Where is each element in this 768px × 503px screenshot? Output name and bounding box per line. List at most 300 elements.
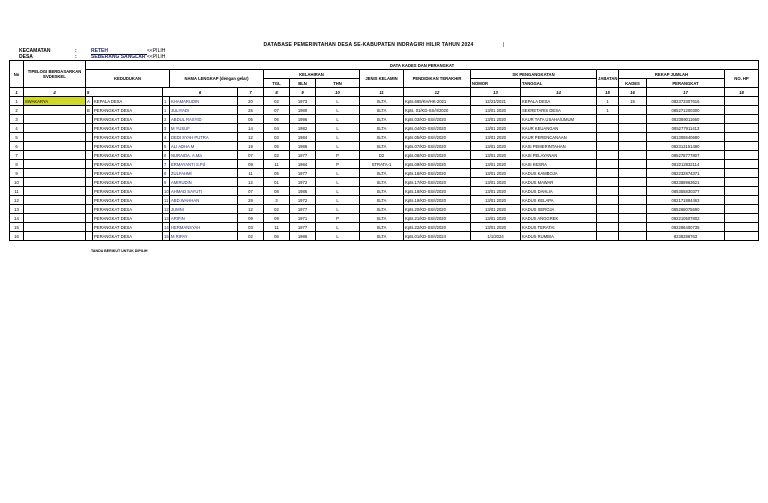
bln-cell[interactable]: 08 (264, 187, 290, 196)
nama-cell[interactable]: KHAMARUDIN (170, 97, 238, 106)
thn-cell[interactable]: 1986 (290, 232, 316, 241)
kode-cell (86, 214, 93, 223)
jenis-kelamin-cell[interactable]: P (316, 160, 360, 169)
thn-cell[interactable]: 1971 (290, 214, 316, 223)
tgl-cell[interactable]: 19 (238, 142, 264, 151)
jenis-kelamin-cell[interactable]: L (316, 133, 360, 142)
tipologi-cell[interactable] (24, 160, 86, 169)
tgl-cell[interactable]: 03 (238, 223, 264, 232)
jenis-kelamin-cell[interactable]: P (316, 151, 360, 160)
kedudukan-cell[interactable]: PERANGKAT DESA (93, 124, 163, 133)
bln-cell[interactable]: 11 (264, 160, 290, 169)
thn-cell[interactable]: 1980 (290, 106, 316, 115)
tipologi-cell[interactable] (24, 223, 86, 232)
ket-cell[interactable] (725, 232, 759, 241)
kode-cell (86, 232, 93, 241)
desa-select[interactable]: SEBERANG SANGLAR (91, 54, 146, 60)
pendidikan-cell[interactable]: SLTA (360, 124, 404, 133)
col-number: 13 (471, 88, 521, 97)
sk-nomor-cell[interactable]: Kpts.07/KD-SS/I/2020 (404, 142, 471, 151)
sk-tanggal-cell[interactable]: 13/01 2020 (471, 133, 521, 142)
hp-cell[interactable]: 082210507802 (647, 214, 725, 223)
pendidikan-cell[interactable]: SLTA (360, 97, 404, 106)
nama-cell[interactable]: JULIYADI (170, 106, 238, 115)
col-number: 18 (725, 88, 759, 97)
thn-cell[interactable]: 1977 (290, 205, 316, 214)
ket-cell[interactable] (725, 223, 759, 232)
thn-cell[interactable]: 1984 (290, 160, 316, 169)
ket-cell[interactable] (725, 142, 759, 151)
jenis-kelamin-cell[interactable]: L (316, 232, 360, 241)
header-perangkat: PERANGKAT (647, 79, 725, 88)
rekap-perangkat-cell: 15 (619, 97, 647, 106)
sk-nomor-cell[interactable]: Kpts.19/KD-SS/I/2020 (404, 196, 471, 205)
kedudukan-cell[interactable]: PERANGKAT DESA (93, 133, 163, 142)
bln-cell[interactable]: 06 (264, 232, 290, 241)
nama-cell[interactable]: ABD.WAHHAN (170, 196, 238, 205)
ket-cell[interactable] (725, 133, 759, 142)
sk-tanggal-cell[interactable]: 13/01 2020 (471, 115, 521, 124)
ket-cell[interactable] (725, 169, 759, 178)
kecamatan-label: KECAMATAN (19, 48, 51, 54)
nama-index-cell: 1 (163, 106, 170, 115)
row-number: 11 (10, 187, 24, 196)
row-number: 7 (10, 151, 24, 160)
jenis-kelamin-cell[interactable]: P (316, 214, 360, 223)
table-row (10, 151, 759, 160)
kode-cell (86, 223, 93, 232)
hp-cell[interactable]: 082232874371 (647, 169, 725, 178)
kedudukan-cell[interactable]: PERANGKAT DESA (93, 142, 163, 151)
kode-cell (86, 196, 93, 205)
col-number: 11 (360, 88, 404, 97)
jabatan-cell[interactable]: KAUR TATA USAHA/UMUM (521, 115, 597, 124)
sk-tanggal-cell[interactable]: 13/01 2020 (471, 124, 521, 133)
sk-tanggal-cell[interactable]: 13/01 2020 (471, 196, 521, 205)
pendidikan-cell[interactable]: SLTA (360, 178, 404, 187)
jenis-kelamin-cell[interactable]: L (316, 223, 360, 232)
sk-tanggal-cell[interactable]: 13/01 2020 (471, 178, 521, 187)
tipologi-cell[interactable] (24, 169, 86, 178)
kades-perangkat-table (9, 60, 759, 241)
sk-nomor-cell[interactable]: Kpts.16/KD-SS/I/2020 (404, 169, 471, 178)
sk-tanggal-cell[interactable]: 13/01 2020 (471, 142, 521, 151)
hp-cell[interactable]: 082373307616 (647, 97, 725, 106)
sk-tanggal-cell[interactable]: 13/01 2020 (471, 223, 521, 232)
table-row (10, 169, 759, 178)
kecamatan-pilih-hint: <<PILIH (147, 48, 166, 54)
kedudukan-cell[interactable]: PERANGKAT DESA (93, 115, 163, 124)
sk-nomor-cell[interactable]: Kpts.20/KD-SS/I/2020 (404, 205, 471, 214)
tgl-cell[interactable]: 05 (238, 115, 264, 124)
thn-cell[interactable]: 1977 (290, 151, 316, 160)
ket-cell[interactable] (725, 106, 759, 115)
jabatan-cell[interactable]: KASI PEMERINTAHAN (521, 142, 597, 151)
thn-cell[interactable]: 1986 (290, 142, 316, 151)
header-rekap: REKAP JUMLAH (619, 70, 725, 79)
bln-cell[interactable]: 05 (264, 169, 290, 178)
jabatan-cell[interactable]: KASI PELAYANAN (521, 151, 597, 160)
kedudukan-cell[interactable]: PERANGKAT DESA (93, 214, 163, 223)
tipologi-cell[interactable] (24, 133, 86, 142)
document-title-text: DATABASE PEMERINTAHAN DESA SE-KABUPATEN INDRAGIRI HILIR TAHUN 2024 (263, 42, 474, 48)
tgl-cell[interactable]: 29 (238, 196, 264, 205)
nama-index-cell: 9 (163, 178, 170, 187)
jenis-kelamin-cell[interactable]: L (316, 115, 360, 124)
ket-cell[interactable] (725, 160, 759, 169)
rekap-kades-cell (597, 178, 619, 187)
nama-cell[interactable]: ALI ADHA M (170, 142, 238, 151)
jabatan-cell[interactable]: KADUS RUMBIA (521, 232, 597, 241)
sk-tanggal-cell[interactable]: 13/01 2020 (471, 214, 521, 223)
header-bln: BLN (290, 79, 316, 88)
select-note: TANDA BERIKUT UNTUK DIPILIH (91, 249, 148, 253)
tipologi-cell[interactable] (24, 178, 86, 187)
header-kedudukan: KEDUDUKAN (86, 70, 170, 88)
row-number: 9 (10, 169, 24, 178)
ket-cell[interactable] (725, 187, 759, 196)
bln-cell[interactable]: 04 (264, 124, 290, 133)
tgl-cell[interactable]: 11 (238, 169, 264, 178)
pendidikan-cell[interactable]: SLTA (360, 142, 404, 151)
col-number: 10 (316, 88, 360, 97)
pendidikan-cell[interactable]: SLTA (360, 196, 404, 205)
sk-tanggal-cell[interactable]: 13/01 2020 (471, 151, 521, 160)
tgl-cell[interactable]: 20 (238, 97, 264, 106)
nama-index-cell: 3 (163, 124, 170, 133)
col-number: 1 (10, 88, 24, 97)
sk-nomor-cell[interactable]: Kpts.08/KD-SS/I/2020 (404, 151, 471, 160)
row-number: 4 (10, 124, 24, 133)
thn-cell[interactable]: 1972 (290, 178, 316, 187)
kode-cell (86, 142, 93, 151)
nama-index-cell: 5 (163, 142, 170, 151)
sk-nomor-cell[interactable]: Kpts.04/KD-SS/I/2020 (404, 124, 471, 133)
table-row (10, 214, 759, 223)
nama-cell[interactable]: M YUSUF (170, 124, 238, 133)
ket-cell[interactable] (725, 115, 759, 124)
bln-cell[interactable]: 02 (264, 151, 290, 160)
jabatan-cell[interactable]: KADUS DAHLIA (521, 187, 597, 196)
thn-cell[interactable]: 1977 (290, 223, 316, 232)
ket-cell[interactable] (725, 214, 759, 223)
rekap-kades-cell (597, 142, 619, 151)
jabatan-cell[interactable]: KADUS TERATAI (521, 223, 597, 232)
tipologi-cell[interactable] (24, 196, 86, 205)
header-jenis-kelamin: JENIS KELAMIN (360, 70, 404, 88)
jabatan-cell[interactable]: KADUS KAMBOJA (521, 169, 597, 178)
tipologi-cell[interactable]: SWAKARYA (24, 97, 86, 106)
kedudukan-cell[interactable]: KEPALA DESA (93, 97, 163, 106)
jabatan-cell[interactable]: KADUS MAWAR (521, 178, 597, 187)
nama-cell[interactable]: ERMAYANTI S.Pd (170, 160, 238, 169)
bln-cell[interactable]: 09 (264, 214, 290, 223)
sk-tanggal-cell[interactable]: 13/01 2020 (471, 169, 521, 178)
rekap-perangkat-cell (619, 151, 647, 160)
sk-nomor-cell[interactable]: Kpts.17/KD-SS/I/2020 (404, 178, 471, 187)
header-thn: THN (316, 79, 360, 88)
col-number: 6 (163, 88, 238, 97)
kedudukan-cell[interactable]: PERANGKAT DESA (93, 151, 163, 160)
pendidikan-cell[interactable]: SLTA (360, 232, 404, 241)
kode-cell: B (86, 106, 93, 115)
jabatan-cell[interactable]: KEPALA DESA (521, 97, 597, 106)
desa-pilih-hint: <<PILIH (147, 54, 166, 60)
bln-cell[interactable]: 05 (264, 142, 290, 151)
kedudukan-cell[interactable]: PERANGKAT DESA (93, 106, 163, 115)
row-number: 8 (10, 160, 24, 169)
hp-cell[interactable]: 081308640680 (647, 133, 725, 142)
nama-cell[interactable]: ZULFAHMI (170, 169, 238, 178)
jenis-kelamin-cell[interactable]: L (316, 97, 360, 106)
table-body (10, 97, 759, 241)
tgl-cell[interactable]: 25 (238, 106, 264, 115)
nama-index-cell: 8 (163, 169, 170, 178)
jenis-kelamin-cell[interactable]: L (316, 196, 360, 205)
rekap-kades-cell (597, 223, 619, 232)
tgl-cell[interactable]: 09 (238, 160, 264, 169)
rekap-perangkat-cell (619, 115, 647, 124)
rekap-kades-cell (597, 160, 619, 169)
pendidikan-cell[interactable]: SLTA (360, 205, 404, 214)
row-number: 12 (10, 196, 24, 205)
bln-cell[interactable]: 06 (264, 115, 290, 124)
jabatan-cell[interactable]: KASI KESRA (521, 160, 597, 169)
pendidikan-cell[interactable]: SLTA (360, 169, 404, 178)
tipologi-cell[interactable] (24, 214, 86, 223)
jabatan-cell[interactable]: KADUS SEROJA (521, 205, 597, 214)
pendidikan-cell[interactable]: D2 (360, 151, 404, 160)
kedudukan-cell[interactable]: PERANGKAT DESA (93, 196, 163, 205)
col-number: 15 (597, 88, 619, 97)
table-row (10, 160, 759, 169)
jenis-kelamin-cell[interactable]: L (316, 187, 360, 196)
tipologi-cell[interactable] (24, 115, 86, 124)
ket-cell[interactable] (725, 196, 759, 205)
sk-tanggal-cell[interactable]: 1/1/2024 (471, 232, 521, 241)
tipologi-cell[interactable] (24, 124, 86, 133)
ket-cell[interactable] (725, 97, 759, 106)
pendidikan-cell[interactable]: STRATA-1 (360, 160, 404, 169)
jabatan-cell[interactable]: KAUR PERENCANAAN (521, 133, 597, 142)
thn-cell[interactable]: 1984 (290, 133, 316, 142)
bln-cell[interactable]: 01 (264, 178, 290, 187)
header-jabatan: JABATAN (597, 70, 619, 88)
hp-cell[interactable]: 085277911413 (647, 124, 725, 133)
rekap-perangkat-cell (619, 232, 647, 241)
bln-cell[interactable]: 07 (264, 106, 290, 115)
jabatan-cell[interactable]: KAUR KEUANGAN (521, 124, 597, 133)
nama-cell[interactable]: ABDUL RASYID (170, 115, 238, 124)
nama-index-cell: 12 (164, 206, 169, 212)
kode-cell (86, 187, 93, 196)
ket-cell[interactable] (725, 178, 759, 187)
tgl-cell[interactable]: 07 (238, 151, 264, 160)
nama-index-cell: 1 (163, 97, 170, 106)
tgl-cell[interactable]: 14 (238, 124, 264, 133)
table-row (10, 205, 759, 214)
jabatan-cell[interactable]: KADUS KELAPA (521, 196, 597, 205)
sk-tanggal-cell[interactable]: 12/21/2021 (471, 97, 521, 106)
thn-cell[interactable]: 1977 (290, 169, 316, 178)
hp-cell[interactable]: 085355830377 (647, 187, 725, 196)
pendidikan-cell[interactable]: SLTA (360, 214, 404, 223)
row-number: 3 (10, 115, 24, 124)
sk-tanggal-cell[interactable]: 13/01 2020 (471, 160, 521, 169)
nama-cell[interactable]: NURAIDA. A.Ma (170, 151, 238, 160)
tgl-cell[interactable]: 12 (238, 205, 264, 214)
tgl-cell[interactable]: 12 (238, 133, 264, 142)
sk-nomor-cell[interactable]: Kpts.03/KD-SS/I/2020 (404, 115, 471, 124)
thn-cell[interactable]: 1973 (290, 97, 316, 106)
ket-cell[interactable] (725, 124, 759, 133)
jabatan-cell[interactable]: SEKRETARIS DESA (521, 106, 597, 115)
nama-index-cell: 10 (164, 188, 169, 194)
bln-cell[interactable]: 03 (264, 133, 290, 142)
thn-cell[interactable]: 1982 (290, 124, 316, 133)
nama-cell[interactable]: JUMNI (170, 205, 238, 214)
kode-cell (86, 133, 93, 142)
hp-cell[interactable]: 085278777807 (647, 151, 725, 160)
tipologi-cell[interactable] (24, 187, 86, 196)
jenis-kelamin-cell[interactable]: L (316, 169, 360, 178)
jenis-kelamin-cell[interactable]: L (316, 142, 360, 151)
table-row (10, 178, 759, 187)
header-tgl: TGL (264, 79, 290, 88)
sk-nomor-cell[interactable]: Kpts.05/KD-SS/I/2020 (404, 133, 471, 142)
header-kades: KADES (619, 79, 647, 88)
kedudukan-cell[interactable]: PERANGKAT DESA (93, 232, 163, 241)
ket-cell[interactable] (725, 205, 759, 214)
kode-cell (86, 124, 93, 133)
kedudukan-cell[interactable]: PERANGKAT DESA (93, 160, 163, 169)
sk-nomor-cell[interactable]: Kpts. 01/KD-SS/II/2020 (404, 106, 471, 115)
ket-cell[interactable] (725, 151, 759, 160)
kedudukan-cell[interactable]: PERANGKAT DESA (93, 205, 163, 214)
row-number: 10 (10, 178, 24, 187)
pendidikan-cell[interactable]: SLTA (360, 223, 404, 232)
hp-cell[interactable]: 8238286763 (647, 232, 725, 241)
nama-cell[interactable]: DEDI SYAH PUTRA (170, 133, 238, 142)
jenis-kelamin-cell[interactable]: L (316, 124, 360, 133)
header-sk: SK PENGANGKATAN (471, 70, 597, 79)
desa-label: DESA (19, 54, 33, 60)
thn-cell[interactable]: 1985 (290, 187, 316, 196)
jenis-kelamin-cell[interactable]: L (316, 205, 360, 214)
hp-cell[interactable]: 082286400735 (647, 223, 725, 232)
pendidikan-cell[interactable]: SLTA (360, 133, 404, 142)
pendidikan-cell[interactable]: SLTA (360, 106, 404, 115)
tgl-cell[interactable]: 02 (238, 232, 264, 241)
tipologi-cell[interactable] (24, 205, 86, 214)
tipologi-cell[interactable] (24, 151, 86, 160)
table-row (10, 223, 759, 232)
rekap-kades-cell (597, 196, 619, 205)
nama-cell[interactable]: ARIFIN (170, 214, 238, 223)
hp-cell[interactable]: 082388963621 (647, 178, 725, 187)
kode-cell: A (86, 97, 93, 106)
kode-cell (86, 205, 93, 214)
header-tanggal: TANGGAL (521, 79, 597, 88)
sk-nomor-cell[interactable]: Kpts.685/KH/HK-2021 (404, 97, 471, 106)
header-nama: NAMA LENGKAP (dengan gelar) (170, 70, 264, 88)
hp-cell[interactable]: 085268075690 (647, 205, 725, 214)
kedudukan-cell[interactable]: PERANGKAT DESA (93, 169, 163, 178)
jabatan-cell[interactable]: KADUS ANGGREK (521, 214, 597, 223)
tipologi-cell[interactable] (24, 142, 86, 151)
rekap-perangkat-cell (619, 160, 647, 169)
nama-cell[interactable]: M RIPAY (170, 232, 238, 241)
pendidikan-cell[interactable]: SLTA (360, 187, 404, 196)
rekap-kades-cell (597, 187, 619, 196)
thn-cell[interactable]: 1972 (290, 196, 316, 205)
hp-cell[interactable]: 082171884463 (647, 196, 725, 205)
sk-nomor-cell[interactable]: Kpts.09/KD-SS/I/2020 (404, 160, 471, 169)
sk-nomor-cell[interactable]: Kpts.21/KD-SS/I/2020 (404, 214, 471, 223)
kedudukan-cell[interactable]: PERANGKAT DESA (93, 178, 163, 187)
kedudukan-cell[interactable]: PERANGKAT DESA (93, 187, 163, 196)
table-row (10, 97, 759, 106)
nama-cell[interactable]: AHMAD SAYUTI (170, 187, 238, 196)
table-row (10, 124, 759, 133)
row-number: 2 (10, 106, 24, 115)
tipologi-cell[interactable] (24, 232, 86, 241)
header-hp: NO. HP (725, 70, 759, 88)
kode-cell (86, 160, 93, 169)
jenis-kelamin-cell[interactable]: L (316, 178, 360, 187)
tgl-cell[interactable]: 07 (238, 187, 264, 196)
kedudukan-cell[interactable]: PERANGKAT DESA (93, 223, 163, 232)
bln-cell[interactable]: 02 (264, 205, 290, 214)
rekap-kades-cell (597, 169, 619, 178)
bln-cell[interactable]: 02 (264, 97, 290, 106)
hp-cell[interactable]: 082313151480 (647, 142, 725, 151)
thn-cell[interactable]: 1996 (290, 115, 316, 124)
bln-cell[interactable]: 3 (264, 196, 290, 205)
row-number: 16 (10, 232, 24, 241)
tipologi-cell[interactable] (24, 106, 86, 115)
rekap-perangkat-cell (619, 133, 647, 142)
col-number: 7 (238, 88, 264, 97)
row-number: 6 (10, 142, 24, 151)
pendidikan-cell[interactable]: SLTA (360, 115, 404, 124)
tgl-cell[interactable]: 09 (238, 214, 264, 223)
rekap-kades-cell (597, 133, 619, 142)
nama-cell[interactable]: AMIRUDIN (170, 178, 238, 187)
sk-nomor-cell[interactable]: Kpts.22/KD-SS/I/2020 (404, 223, 471, 232)
bln-cell[interactable]: 11 (264, 223, 290, 232)
sk-tanggal-cell[interactable]: 13/01 2020 (471, 205, 521, 214)
nama-cell[interactable]: HERMANSYAH (170, 223, 238, 232)
jenis-kelamin-cell[interactable]: L (316, 106, 360, 115)
nama-index-cell: 15 (164, 233, 169, 239)
col-number: 17 (647, 88, 725, 97)
rekap-perangkat-cell (619, 124, 647, 133)
hp-cell[interactable]: 085271200300 (647, 106, 725, 115)
desa-colon: : (75, 54, 77, 60)
sk-tanggal-cell[interactable]: 13/01 2020 (471, 187, 521, 196)
table-row (10, 133, 759, 142)
kecamatan-select[interactable]: RETEH (91, 48, 147, 55)
header-nomor: NOMOR (471, 79, 521, 88)
sk-nomor-cell[interactable]: Kpts.18/KD-SS/I/2020 (404, 187, 471, 196)
tgl-cell[interactable]: 12 (238, 178, 264, 187)
sk-nomor-cell[interactable]: Kpts.01/KD-SS/I/2024 (404, 232, 471, 241)
hp-cell[interactable]: 082389011660 (647, 115, 725, 124)
header-section: DATA KADES DAN PERANGKAT (86, 61, 759, 70)
hp-cell[interactable]: 082212832114 (647, 160, 725, 169)
sk-tanggal-cell[interactable]: 13/01 2020 (471, 106, 521, 115)
